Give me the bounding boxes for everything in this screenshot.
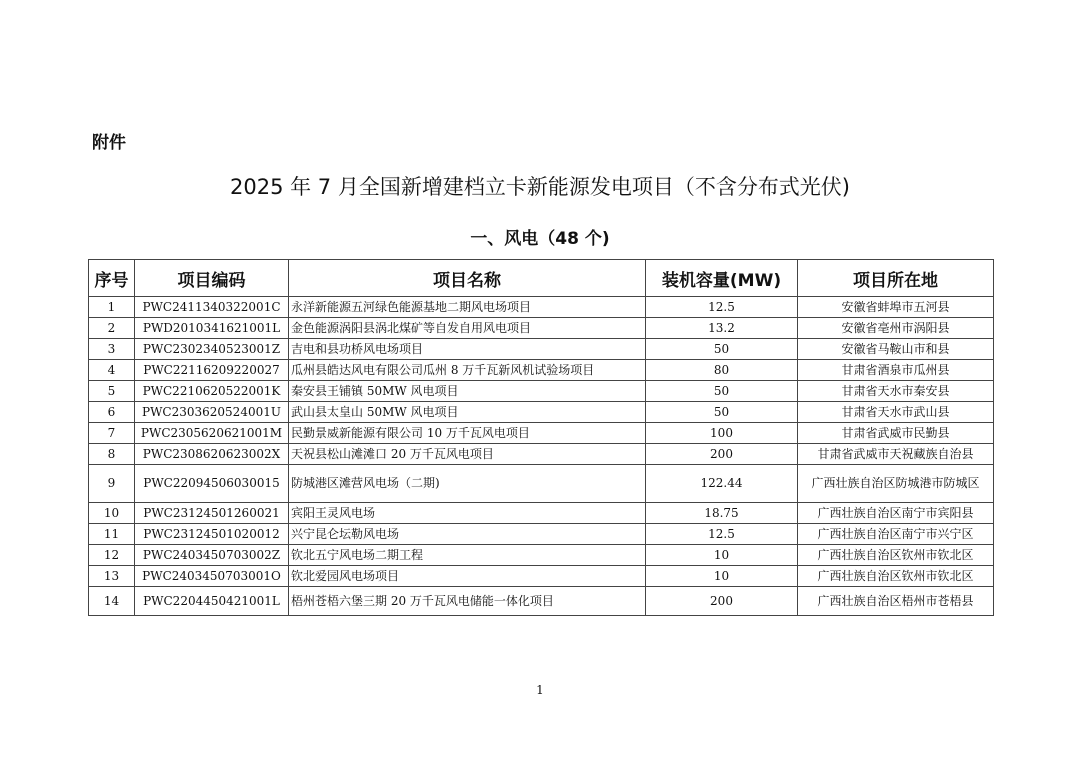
- cell-code: PWC23124501020012: [135, 524, 289, 545]
- table-row: [89, 318, 994, 339]
- cell-code: PWC2403450703002Z: [135, 545, 289, 566]
- cell-capacity: 50: [646, 381, 798, 402]
- table-row: [89, 381, 994, 402]
- cell-code: PWC2303620524001U: [135, 402, 289, 423]
- cell-code: PWC2204450421001L: [135, 587, 289, 616]
- cell-location: 甘肃省武威市民勤县: [798, 423, 994, 444]
- cell-code: PWC22116209220027: [135, 360, 289, 381]
- cell-name: 宾阳王灵风电场: [289, 503, 646, 524]
- attachment-label: 附件: [92, 133, 126, 153]
- cell-name: 防城港区滩营风电场（二期): [289, 465, 646, 503]
- cell-location: 广西壮族自治区梧州市苍梧县: [798, 587, 994, 616]
- cell-capacity: 80: [646, 360, 798, 381]
- cell-location: 甘肃省武威市天祝藏族自治县: [798, 444, 994, 465]
- cell-seq: 1: [89, 297, 135, 318]
- cell-capacity: 50: [646, 402, 798, 423]
- table-row: [89, 402, 994, 423]
- table-row: [89, 423, 994, 444]
- table-header-row: [89, 260, 994, 297]
- cell-code: PWC2411340322001C: [135, 297, 289, 318]
- table-row: [89, 587, 994, 616]
- cell-name: 吉电和县功桥风电场项目: [289, 339, 646, 360]
- cell-name: 民勤景威新能源有限公司 10 万千瓦风电项目: [289, 423, 646, 444]
- cell-name: 永洋新能源五河绿色能源基地二期风电场项目: [289, 297, 646, 318]
- cell-seq: 2: [89, 318, 135, 339]
- cell-capacity: 10: [646, 545, 798, 566]
- cell-name: 兴宁昆仑坛勒风电场: [289, 524, 646, 545]
- cell-capacity: 200: [646, 587, 798, 616]
- cell-code: PWC23124501260021: [135, 503, 289, 524]
- cell-seq: 11: [89, 524, 135, 545]
- table-row: [89, 566, 994, 587]
- cell-seq: 7: [89, 423, 135, 444]
- cell-capacity: 10: [646, 566, 798, 587]
- table-row: [89, 339, 994, 360]
- cell-location: 广西壮族自治区南宁市宾阳县: [798, 503, 994, 524]
- cell-seq: 13: [89, 566, 135, 587]
- cell-capacity: 50: [646, 339, 798, 360]
- cell-seq: 6: [89, 402, 135, 423]
- cell-code: PWC2403450703001O: [135, 566, 289, 587]
- cell-name: 钦北五宁风电场二期工程: [289, 545, 646, 566]
- cell-name: 钦北爱园风电场项目: [289, 566, 646, 587]
- cell-capacity: 200: [646, 444, 798, 465]
- cell-location: 安徽省蚌埠市五河县: [798, 297, 994, 318]
- cell-location: 广西壮族自治区南宁市兴宁区: [798, 524, 994, 545]
- header-capacity: 装机容量(MW): [646, 260, 798, 297]
- cell-seq: 5: [89, 381, 135, 402]
- cell-seq: 8: [89, 444, 135, 465]
- table-row: [89, 297, 994, 318]
- table-row: [89, 524, 994, 545]
- cell-seq: 9: [89, 465, 135, 503]
- cell-name: 金色能源涡阳县涡北煤矿等自发自用风电项目: [289, 318, 646, 339]
- cell-capacity: 13.2: [646, 318, 798, 339]
- header-name: 项目名称: [289, 260, 646, 297]
- cell-name: 瓜州县皓达风电有限公司瓜州 8 万千瓦新风机试验场项目: [289, 360, 646, 381]
- table-row: [89, 444, 994, 465]
- table-row: [89, 465, 994, 503]
- cell-capacity: 12.5: [646, 524, 798, 545]
- cell-location: 广西壮族自治区钦州市钦北区: [798, 566, 994, 587]
- page-number: 1: [536, 683, 544, 697]
- cell-capacity: 18.75: [646, 503, 798, 524]
- cell-seq: 12: [89, 545, 135, 566]
- cell-code: PWC2305620621001M: [135, 423, 289, 444]
- cell-location: 广西壮族自治区钦州市钦北区: [798, 545, 994, 566]
- table-row: [89, 503, 994, 524]
- cell-name: 秦安县王铺镇 50MW 风电项目: [289, 381, 646, 402]
- cell-code: PWC2210620522001K: [135, 381, 289, 402]
- cell-location: 甘肃省酒泉市瓜州县: [798, 360, 994, 381]
- cell-seq: 3: [89, 339, 135, 360]
- cell-capacity: 122.44: [646, 465, 798, 503]
- document-title: 2025 年 7 月全国新增建档立卡新能源发电项目（不含分布式光伏): [229, 175, 851, 199]
- cell-code: PWC2302340523001Z: [135, 339, 289, 360]
- cell-location: 广西壮族自治区防城港市防城区: [798, 465, 994, 503]
- header-location: 项目所在地: [798, 260, 994, 297]
- cell-name: 天祝县松山滩滩口 20 万千瓦风电项目: [289, 444, 646, 465]
- cell-location: 甘肃省天水市秦安县: [798, 381, 994, 402]
- cell-seq: 4: [89, 360, 135, 381]
- cell-capacity: 100: [646, 423, 798, 444]
- header-code: 项目编码: [135, 260, 289, 297]
- cell-location: 甘肃省天水市武山县: [798, 402, 994, 423]
- cell-code: PWC2308620623002X: [135, 444, 289, 465]
- table-row: [89, 360, 994, 381]
- projects-table: [88, 259, 994, 616]
- cell-name: 梧州苍梧六堡三期 20 万千瓦风电储能一体化项目: [289, 587, 646, 616]
- header-seq: 序号: [89, 260, 135, 297]
- cell-code: PWC22094506030015: [135, 465, 289, 503]
- cell-seq: 10: [89, 503, 135, 524]
- section-title: 一、风电（48 个): [470, 229, 610, 249]
- cell-location: 安徽省亳州市涡阳县: [798, 318, 994, 339]
- cell-location: 安徽省马鞍山市和县: [798, 339, 994, 360]
- cell-name: 武山县太皇山 50MW 风电项目: [289, 402, 646, 423]
- cell-capacity: 12.5: [646, 297, 798, 318]
- table-row: [89, 545, 994, 566]
- cell-code: PWD2010341621001L: [135, 318, 289, 339]
- cell-seq: 14: [89, 587, 135, 616]
